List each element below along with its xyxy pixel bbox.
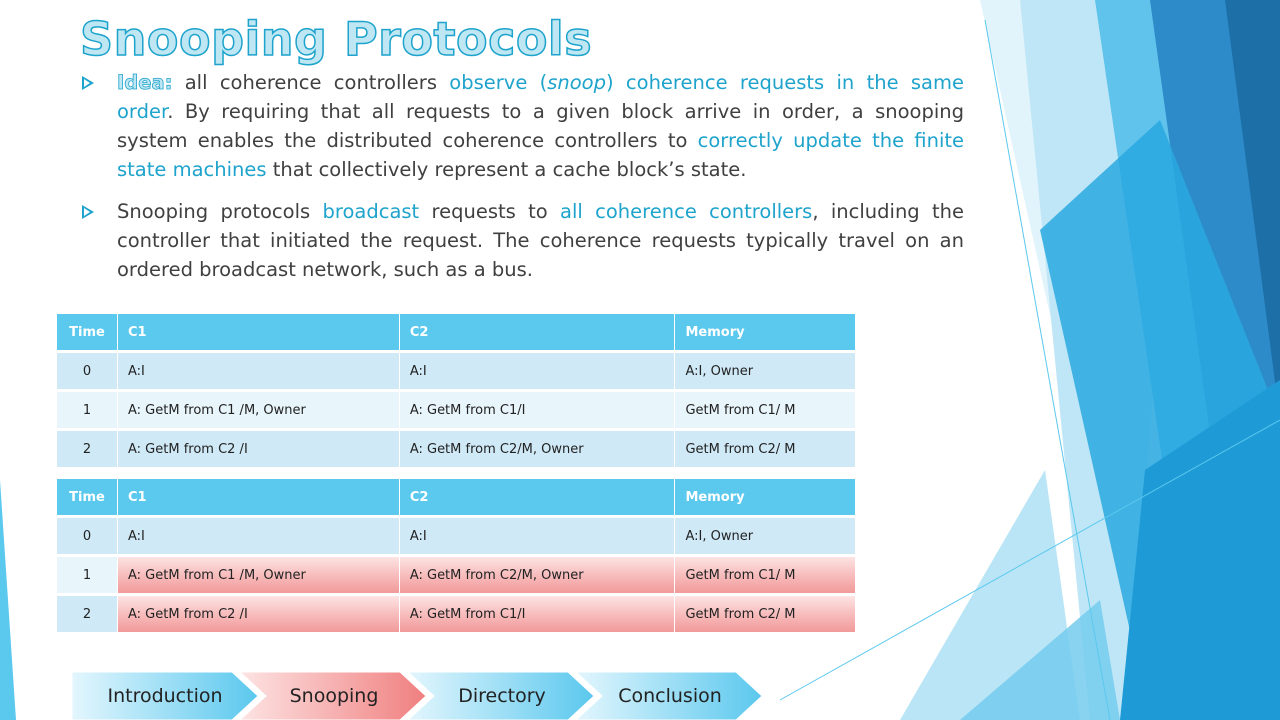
table-cell: 2 — [57, 431, 117, 470]
table-cell: 1 — [57, 392, 117, 431]
bullet-broadcast — [80, 197, 964, 284]
table-cell: 1 — [57, 557, 117, 596]
table-row — [57, 431, 855, 470]
nav-item-introduction[interactable]: Introduction — [107, 685, 223, 707]
bullet-text: . By requiring that all requests to a given block arrive in order, a snooping system enables the distributed coherence controllers to — [117, 100, 964, 152]
table-row-highlighted — [57, 557, 855, 596]
page-title: Snooping Protocols — [80, 12, 593, 66]
table-cell: GetM from C1/ M — [674, 557, 855, 596]
table-cell: A: GetM from C1 /M, Owner — [117, 557, 399, 596]
bullet-text: requests to — [431, 200, 548, 223]
bullet-arrow-icon — [82, 205, 94, 219]
table-cell: GetM from C1/ M — [674, 392, 855, 431]
table-cell: A: GetM from C1 /M, Owner — [117, 392, 399, 431]
column-header-memory: Memory — [674, 314, 855, 353]
highlight-text: broadcast — [322, 200, 420, 223]
highlight-text: correctly update the finite state machines — [117, 129, 965, 181]
table-cell: A:I — [399, 518, 675, 557]
column-header-memory: Memory — [674, 479, 855, 518]
table-cell: GetM from C2/ M — [674, 596, 855, 635]
table-cell: A:I, Owner — [674, 518, 855, 557]
table-header-row — [57, 314, 855, 353]
table-cell: GetM from C2/ M — [674, 431, 855, 470]
table-row — [57, 353, 855, 392]
table-cell: A: GetM from C2/M, Owner — [399, 557, 675, 596]
bullet-text: all coherence controllers — [184, 71, 437, 94]
column-header-c1: C1 — [117, 314, 399, 353]
column-header-time: Time — [57, 314, 117, 353]
idea-label: Idea: — [117, 71, 173, 94]
bullet-idea — [80, 68, 964, 184]
table-row-highlighted — [57, 596, 855, 635]
coherence-table-reordered — [57, 479, 855, 635]
coherence-table-ordered — [57, 314, 855, 470]
nav-item-conclusion[interactable]: Conclusion — [618, 685, 722, 707]
nav-item-directory[interactable]: Directory — [458, 685, 546, 707]
column-header-c1: C1 — [117, 479, 399, 518]
table-cell: A:I — [117, 518, 399, 557]
bullet-text: , including the controller that initiated the request. The coherence requests typically travel on an ordered broadcast network, such as a bus. — [117, 200, 965, 281]
bullet-text: that collectively represent a cache block’s state. — [272, 158, 747, 181]
table-cell: 2 — [57, 596, 117, 635]
table-cell: A: GetM from C1/I — [399, 392, 675, 431]
table-header-row — [57, 479, 855, 518]
table-cell: 0 — [57, 518, 117, 557]
column-header-time: Time — [57, 479, 117, 518]
bullet-arrow-icon — [82, 76, 94, 90]
highlight-text: observe (snoop) coherence requests in the same order — [117, 71, 964, 123]
table-cell: A: GetM from C2 /I — [117, 596, 399, 635]
column-header-c2: C2 — [399, 314, 675, 353]
table-row — [57, 518, 855, 557]
nav-item-snooping[interactable]: Snooping — [289, 685, 379, 707]
table-cell: A:I, Owner — [674, 353, 855, 392]
section-navigation — [72, 672, 772, 720]
table-cell: A: GetM from C2/M, Owner — [399, 431, 675, 470]
table-cell: A:I — [399, 353, 675, 392]
table-cell: A: GetM from C1/I — [399, 596, 675, 635]
table-cell: A:I — [117, 353, 399, 392]
highlight-text: all coherence controllers — [560, 200, 813, 223]
bullet-list — [80, 68, 964, 297]
table-row — [57, 392, 855, 431]
column-header-c2: C2 — [399, 479, 675, 518]
bullet-text: Snooping protocols — [117, 200, 311, 223]
table-cell: A: GetM from C2 /I — [117, 431, 399, 470]
table-cell: 0 — [57, 353, 117, 392]
